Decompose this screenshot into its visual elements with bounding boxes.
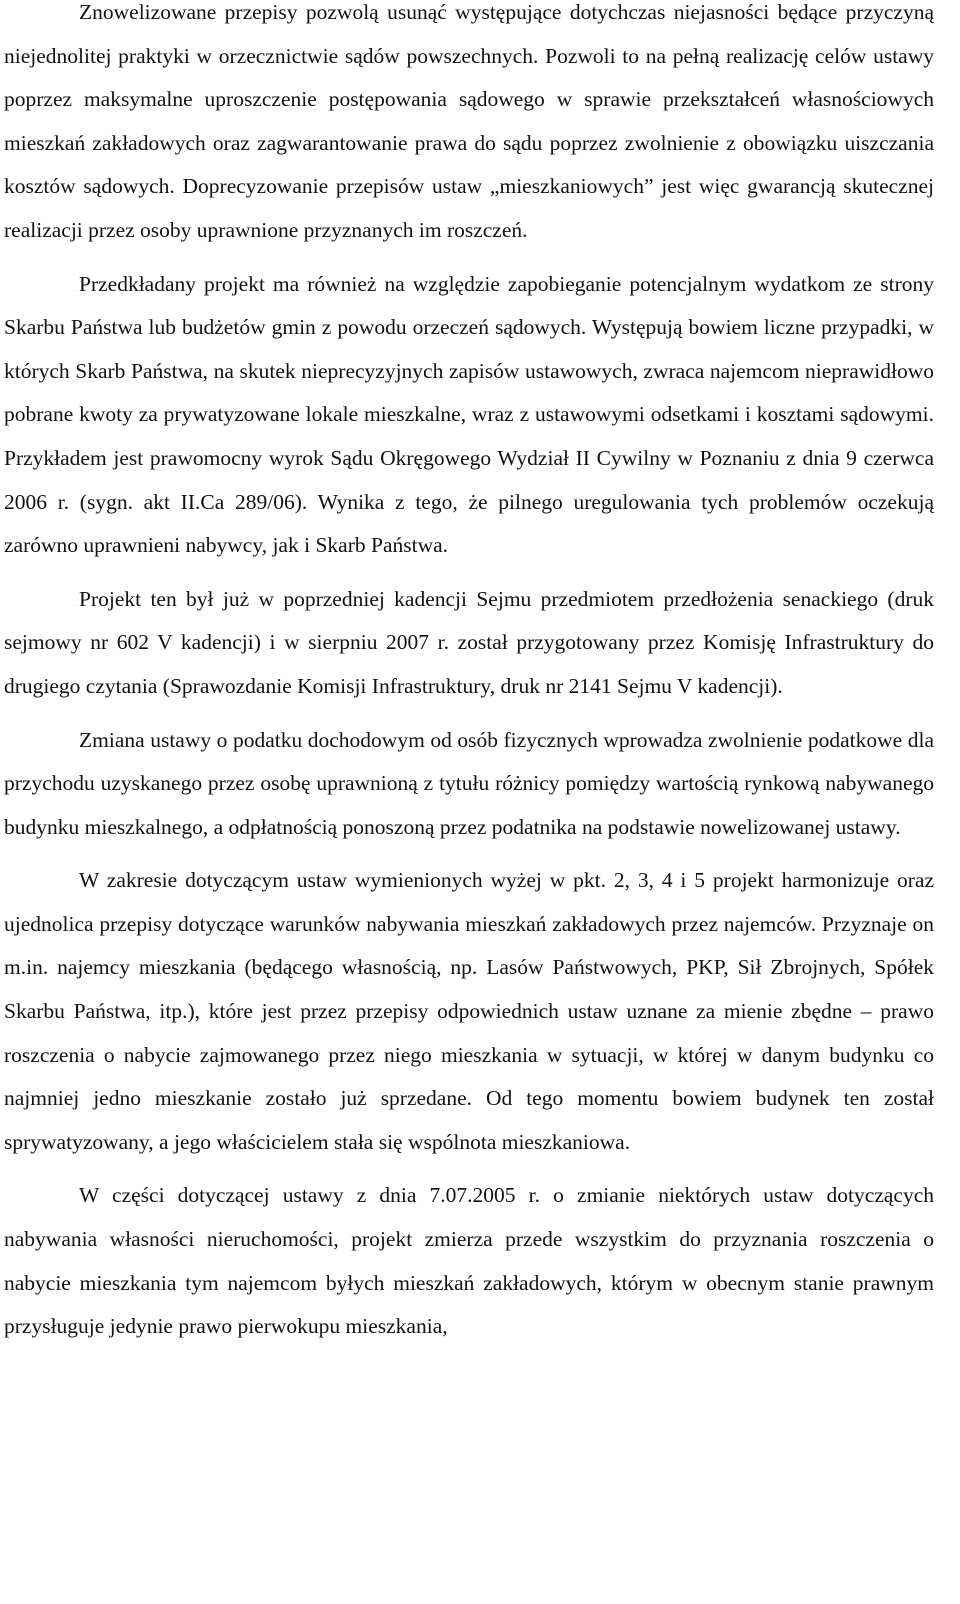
- paragraph-6: W części dotyczącej ustawy z dnia 7.07.2005 r. o zmianie niektórych ustaw dotyczących nabywania własności nieruchomości, projekt zmierza przede wszystkim do przyznania roszczenia o nabycie mieszkania tym najemcom byłych mieszkań zakładowych, którym w obecnym stanie prawnym przysługuje jedynie prawo pierwokupu mieszkania,: [4, 1183, 934, 1339]
- paragraph-2: Przedkładany projekt ma również na względzie zapobieganie potencjalnym wydatkom ze strony Skarbu Państwa lub budżetów gmin z powodu orzeczeń sądowych. Występują bowiem liczne przypadki, w których Skarb Państwa, na skutek nieprecyzyjnych zapisów ustawowych, zwraca najemcom nieprawidłowo pobrane kwoty za prywatyzowane lokale mieszkalne, wraz z ustawowymi odsetkami i kosztami sądowymi. Przykładem jest prawomocny wyrok Sądu Okręgowego Wydział II Cywilny w Poznaniu z dnia 9 czerwca 2006 r. (sygn. akt II.Ca 289/06). Wynika z tego, że pilnego uregulowania tych problemów oczekują zarówno uprawnieni nabywcy, jak i Skarb Państwa.: [4, 271, 934, 558]
- paragraph-3: Projekt ten był już w poprzedniej kadencji Sejmu przedmiotem przedłożenia senackiego (druk sejmowy nr 602 V kadencji) i w sierpniu 2007 r. został przygotowany przez Komisję Infrastruktury do drugiego czytania (Sprawozdanie Komisji Infrastruktury, druk nr 2141 Sejmu V kadencji).: [4, 586, 934, 698]
- document-page: [4, 0, 934, 1359]
- paragraph-4: Zmiana ustawy o podatku dochodowym od osób fizycznych wprowadza zwolnienie podatkowe dla przychodu uzyskanego przez osobę uprawnioną z tytułu różnicy pomiędzy wartością rynkową nabywanego budynku mieszkalnego, a odpłatnością ponoszoną przez podatnika na podstawie nowelizowanej ustawy.: [4, 727, 934, 839]
- paragraph-5: W zakresie dotyczącym ustaw wymienionych wyżej w pkt. 2, 3, 4 i 5 projekt harmonizuje oraz ujednolica przepisy dotyczące warunków nabywania mieszkań zakładowych przez najemców. Przyznaje on m.in. najemcy mieszkania (będącego własnością, np. Lasów Państwowych, PKP, Sił Zbrojnych, Spółek Skarbu Państwa, itp.), które jest przez przepisy odpowiednich ustaw uznane za mienie zbędne – prawo roszczenia o nabycie zajmowanego przez niego mieszkania w sytuacji, w której w danym budynku co najmniej jedno mieszkanie zostało już sprzedane. Od tego momentu bowiem budynek ten został sprywatyzowany, a jego właścicielem stała się wspólnota mieszkaniowa.: [4, 868, 934, 1154]
- paragraph-1: Znowelizowane przepisy pozwolą usunąć występujące dotychczas niejasności będące przyczyną niejednolitej praktyki w orzecznictwie sądów powszechnych. Pozwoli to na pełną realizację celów ustawy poprzez maksymalne uproszczenie postępowania sądowego w sprawie przekształceń własnościowych mieszkań zakładowych oraz zagwarantowanie prawa do sądu poprzez zwolnienie z obowiązku uiszczania kosztów sądowych. Doprecyzowanie przepisów ustaw „mieszkaniowych” jest więc gwarancją skutecznej realizacji przez osoby uprawnione przyznanych im roszczeń.: [4, 0, 934, 242]
